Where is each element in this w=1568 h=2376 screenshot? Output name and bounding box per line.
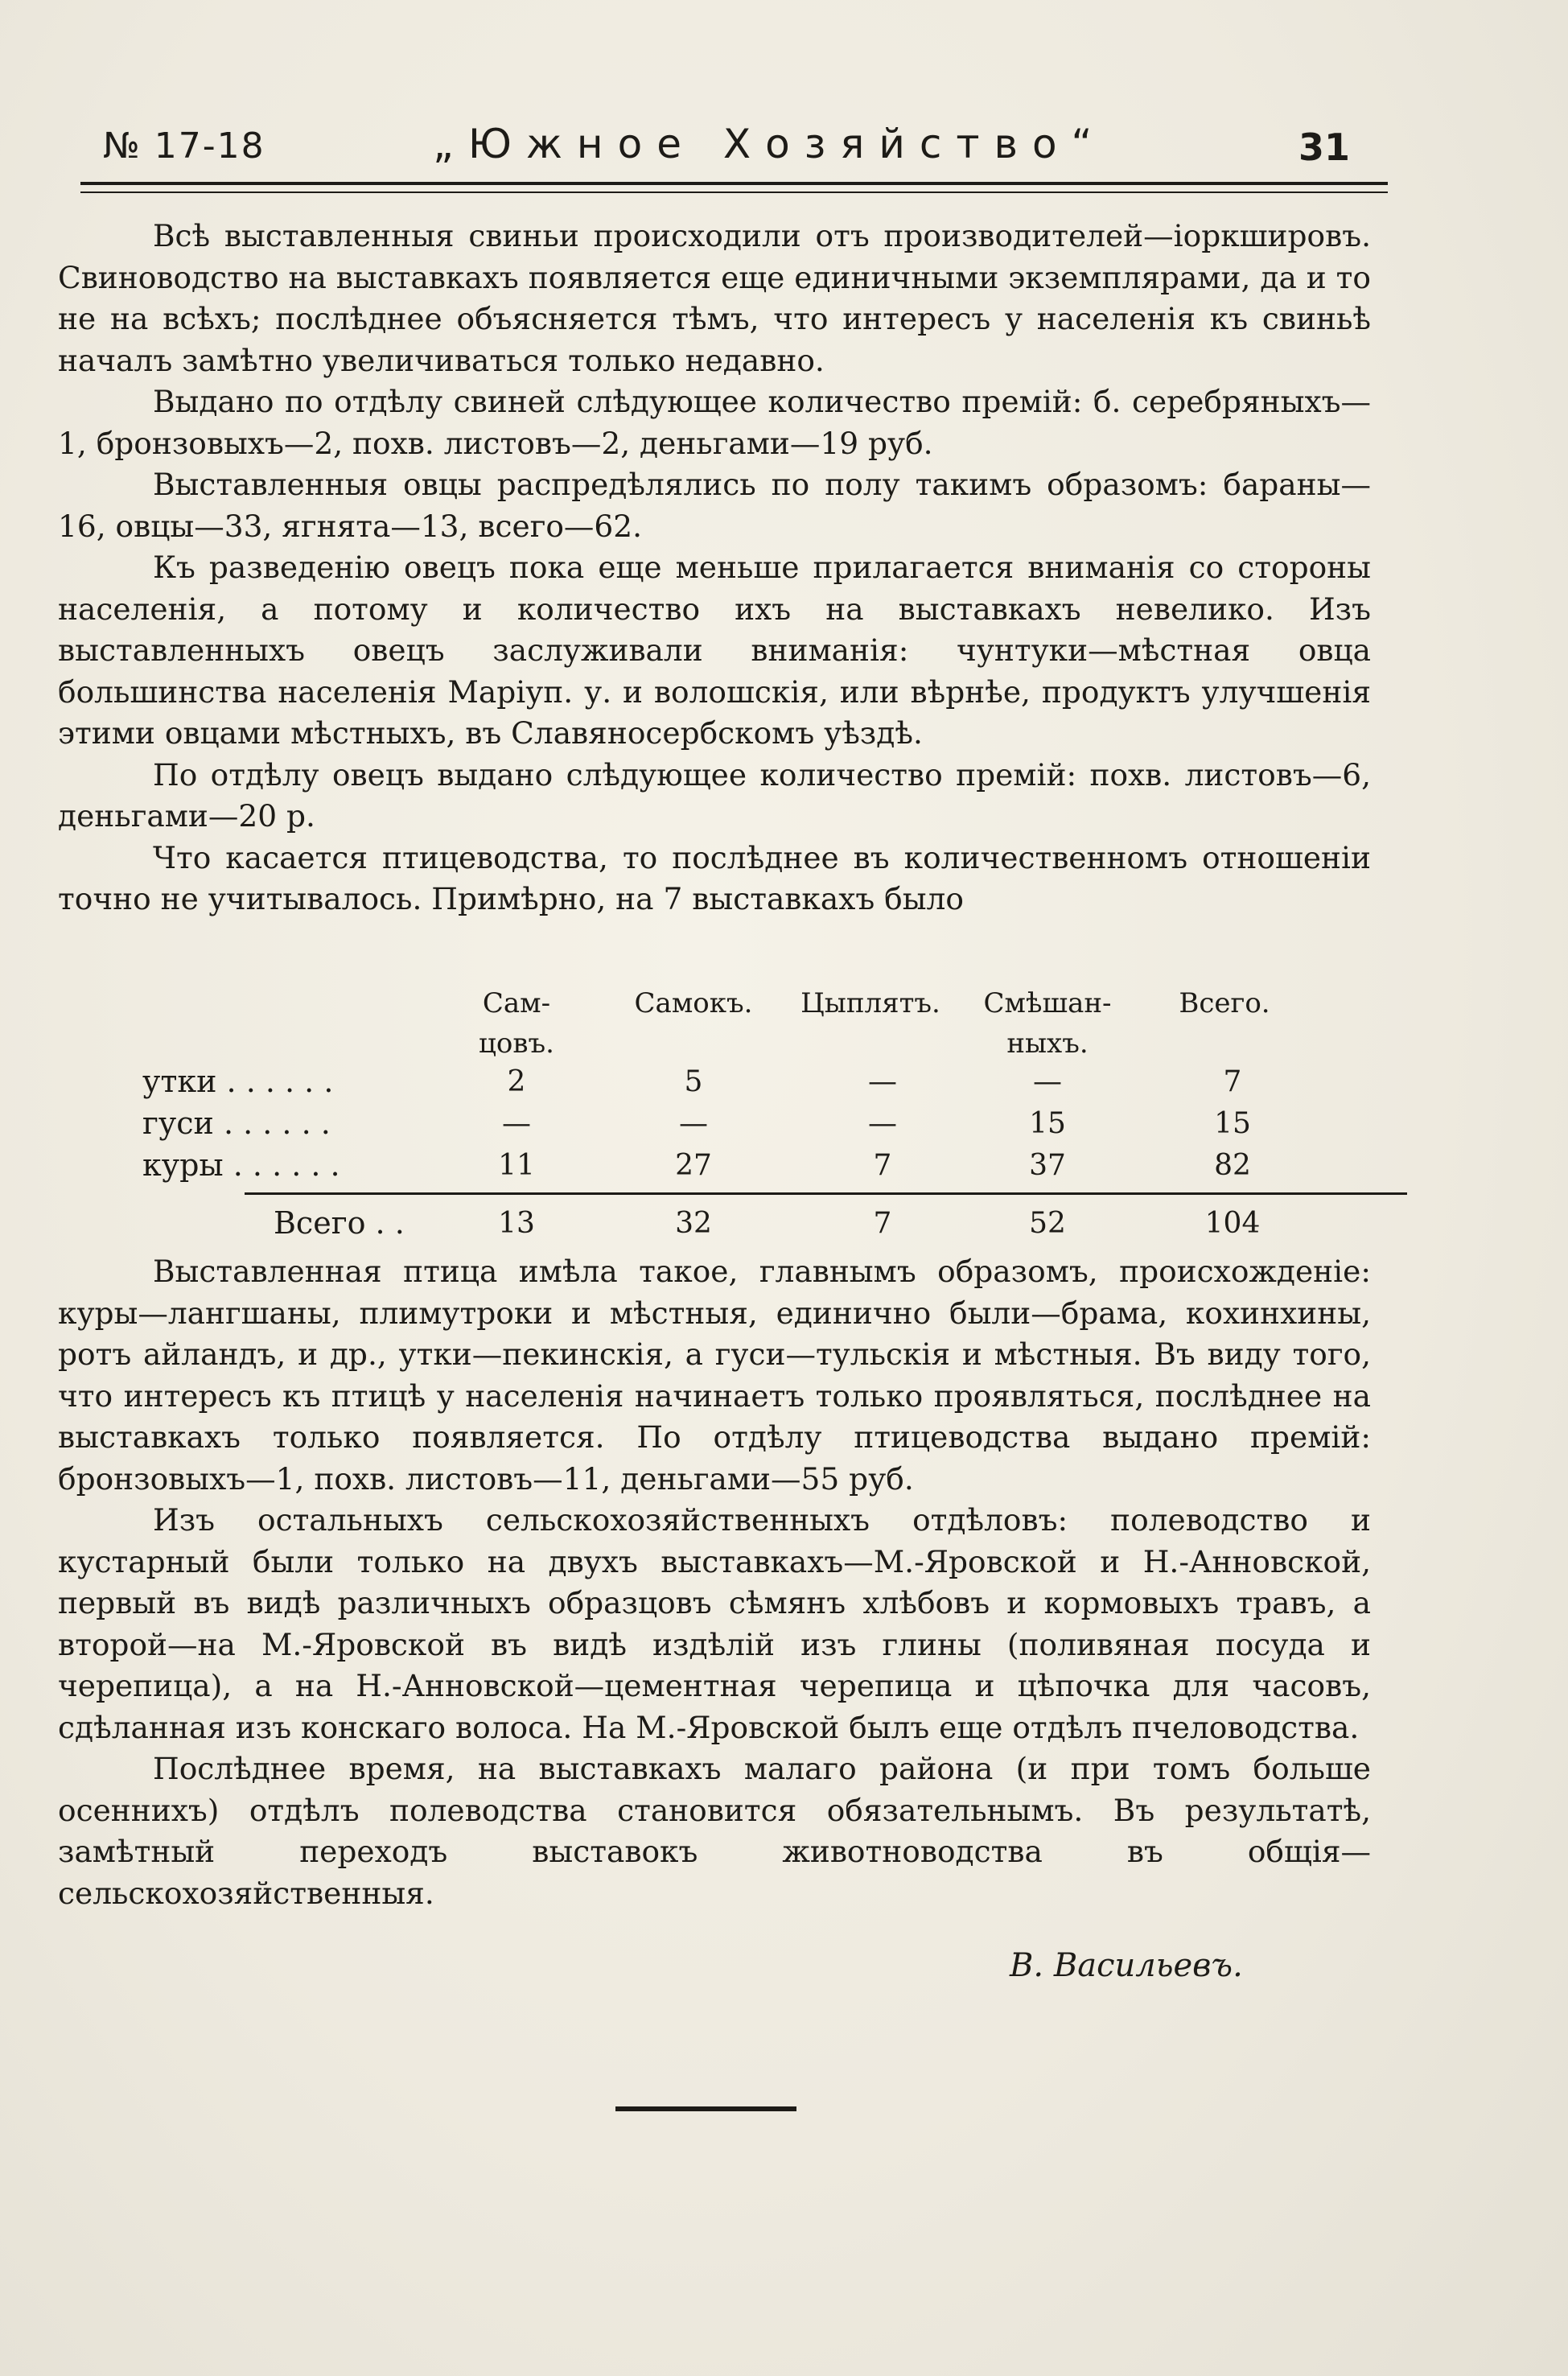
row-label: гуси . . . . . . <box>142 1106 331 1141</box>
page-number: 31 <box>1298 126 1350 169</box>
paragraph: Всѣ выставленныя свиньи происходили отъ производителей—іоркшировъ. Свиноводство на выставкахъ появляется еще единичными экземплярами, да и то не на всѣхъ; послѣднее объясняется тѣмъ, что интересъ у населенія къ свиньѣ началъ замѣтно увеличиваться только недавно. <box>58 218 1371 378</box>
total-cell: 104 <box>1204 1207 1261 1240</box>
total-cell: 32 <box>675 1207 712 1240</box>
table-cell: 37 <box>1029 1149 1066 1182</box>
table-cell: 82 <box>1214 1149 1251 1182</box>
table-cell: 11 <box>498 1149 535 1182</box>
row-label: куры . . . . . . <box>142 1147 340 1183</box>
table-cell: 27 <box>675 1149 712 1182</box>
article-body-bottom <box>58 1251 1371 1914</box>
table-cell: — <box>1033 1065 1062 1098</box>
total-cell: 7 <box>873 1207 892 1240</box>
page-header <box>95 121 1350 185</box>
table-total-rule <box>245 1192 1407 1195</box>
paragraph: Послѣднее время, на выставкахъ малаго района (и при томъ больше осеннихъ) отдѣлъ полеводства становится обязательнымъ. Въ результатѣ, замѣтный переходъ выставокъ животноводства въ общія—сельскохозяйственныя. <box>58 1751 1371 1911</box>
paragraph: Къ разведенію овецъ пока еще меньше прилагается вниманія со стороны населенія, а потому и количество ихъ на выставкахъ невелико. Изъ выставленныхъ овецъ заслуживали вниманія: чунтуки—мѣстная овца большинства населенія Маріуп. у. и волошскія, или вѣрнѣе, продуктъ улучшенія этими овцами мѣстныхъ, въ Славяносербскомъ уѣздѣ. <box>58 550 1371 751</box>
paragraph: Выставленныя овцы распредѣлялись по полу такимъ образомъ: бараны—16, овцы—33, ягнята—13, всего—62. <box>58 467 1371 544</box>
total-cell: 52 <box>1029 1207 1066 1240</box>
column-header: Цыплятъ. <box>800 987 940 1019</box>
table-cell: — <box>868 1065 897 1098</box>
poultry-table <box>58 983 1371 1253</box>
paragraph: Выдано по отдѣлу свиней слѣдующее количество премій: б. серебряныхъ—1, бронзовыхъ—2, похв. листовъ—2, деньгами—19 руб. <box>58 384 1371 461</box>
header-rule-thick <box>80 182 1388 185</box>
paragraph: Выставленная птица имѣла такое, главнымъ образомъ, происхожденіе: куры—лангшаны, плимутроки и мѣстныя, единично были—брама, кохинхины, ротъ айландъ, и др., утки—пекинскія, а гуси—тульскія и мѣстныя. Въ виду того, что интересъ къ птицѣ у населенія начинаетъ только проявляться, послѣднее на выставкахъ только появляется. По отдѣлу птицеводства выдано премій: бронзовыхъ—1, похв. листовъ—11, деньгами—55 руб. <box>58 1254 1371 1497</box>
column-header: Самокъ. <box>634 987 753 1019</box>
table-cell: 15 <box>1214 1107 1251 1140</box>
header-rule-thin <box>80 191 1388 193</box>
column-header: Сам- цовъ. <box>479 987 554 1060</box>
table-cell: 15 <box>1029 1107 1066 1140</box>
end-rule <box>615 2106 796 2111</box>
paragraph: По отдѣлу овецъ выдано слѣдующее количество премій: похв. листовъ—6, деньгами—20 р. <box>58 756 1371 834</box>
author-signature: В. Васильевъ. <box>1010 1947 1243 1984</box>
column-header: Всего. <box>1179 987 1270 1019</box>
table-cell: 2 <box>507 1065 526 1098</box>
row-label: утки . . . . . . <box>142 1064 334 1099</box>
table-cell: 5 <box>684 1065 703 1098</box>
table-cell: 7 <box>873 1149 892 1182</box>
paragraph: Что касается птицеводства, то послѣднее въ количественномъ отношеніи точно не учитывалось. Примѣрно, на 7 выставкахъ было <box>58 839 1371 916</box>
table-cell: — <box>502 1107 531 1140</box>
column-header: Смѣшан- ныхъ. <box>983 987 1112 1060</box>
total-cell: 13 <box>498 1207 535 1240</box>
table-cell: — <box>868 1107 897 1140</box>
paragraph: Изъ остальныхъ сельскохозяйственныхъ отдѣловъ: полеводство и кустарный были только на двухъ выставкахъ—М.-Яровской и Н.-Анновской, первый въ видѣ различныхъ образцовъ сѣмянъ хлѣбовъ и кормовыхъ травъ, а второй—на М.-Яровской въ видѣ издѣлій изъ глины (поливяная посуда и черепица), а на Н.-Анновской—цементная черепица и цѣпочка для часовъ, сдѣланная изъ конскаго волоса. На М.-Яровской былъ еще отдѣлъ пчеловодства. <box>58 1502 1371 1745</box>
total-label: Всего . . <box>274 1205 405 1241</box>
table-cell: — <box>679 1107 708 1140</box>
journal-title: „Южное Хозяйство“ <box>433 121 1107 167</box>
article-body-top <box>58 216 1371 920</box>
issue-number: № 17-18 <box>103 126 265 167</box>
table-cell: 7 <box>1223 1065 1242 1098</box>
